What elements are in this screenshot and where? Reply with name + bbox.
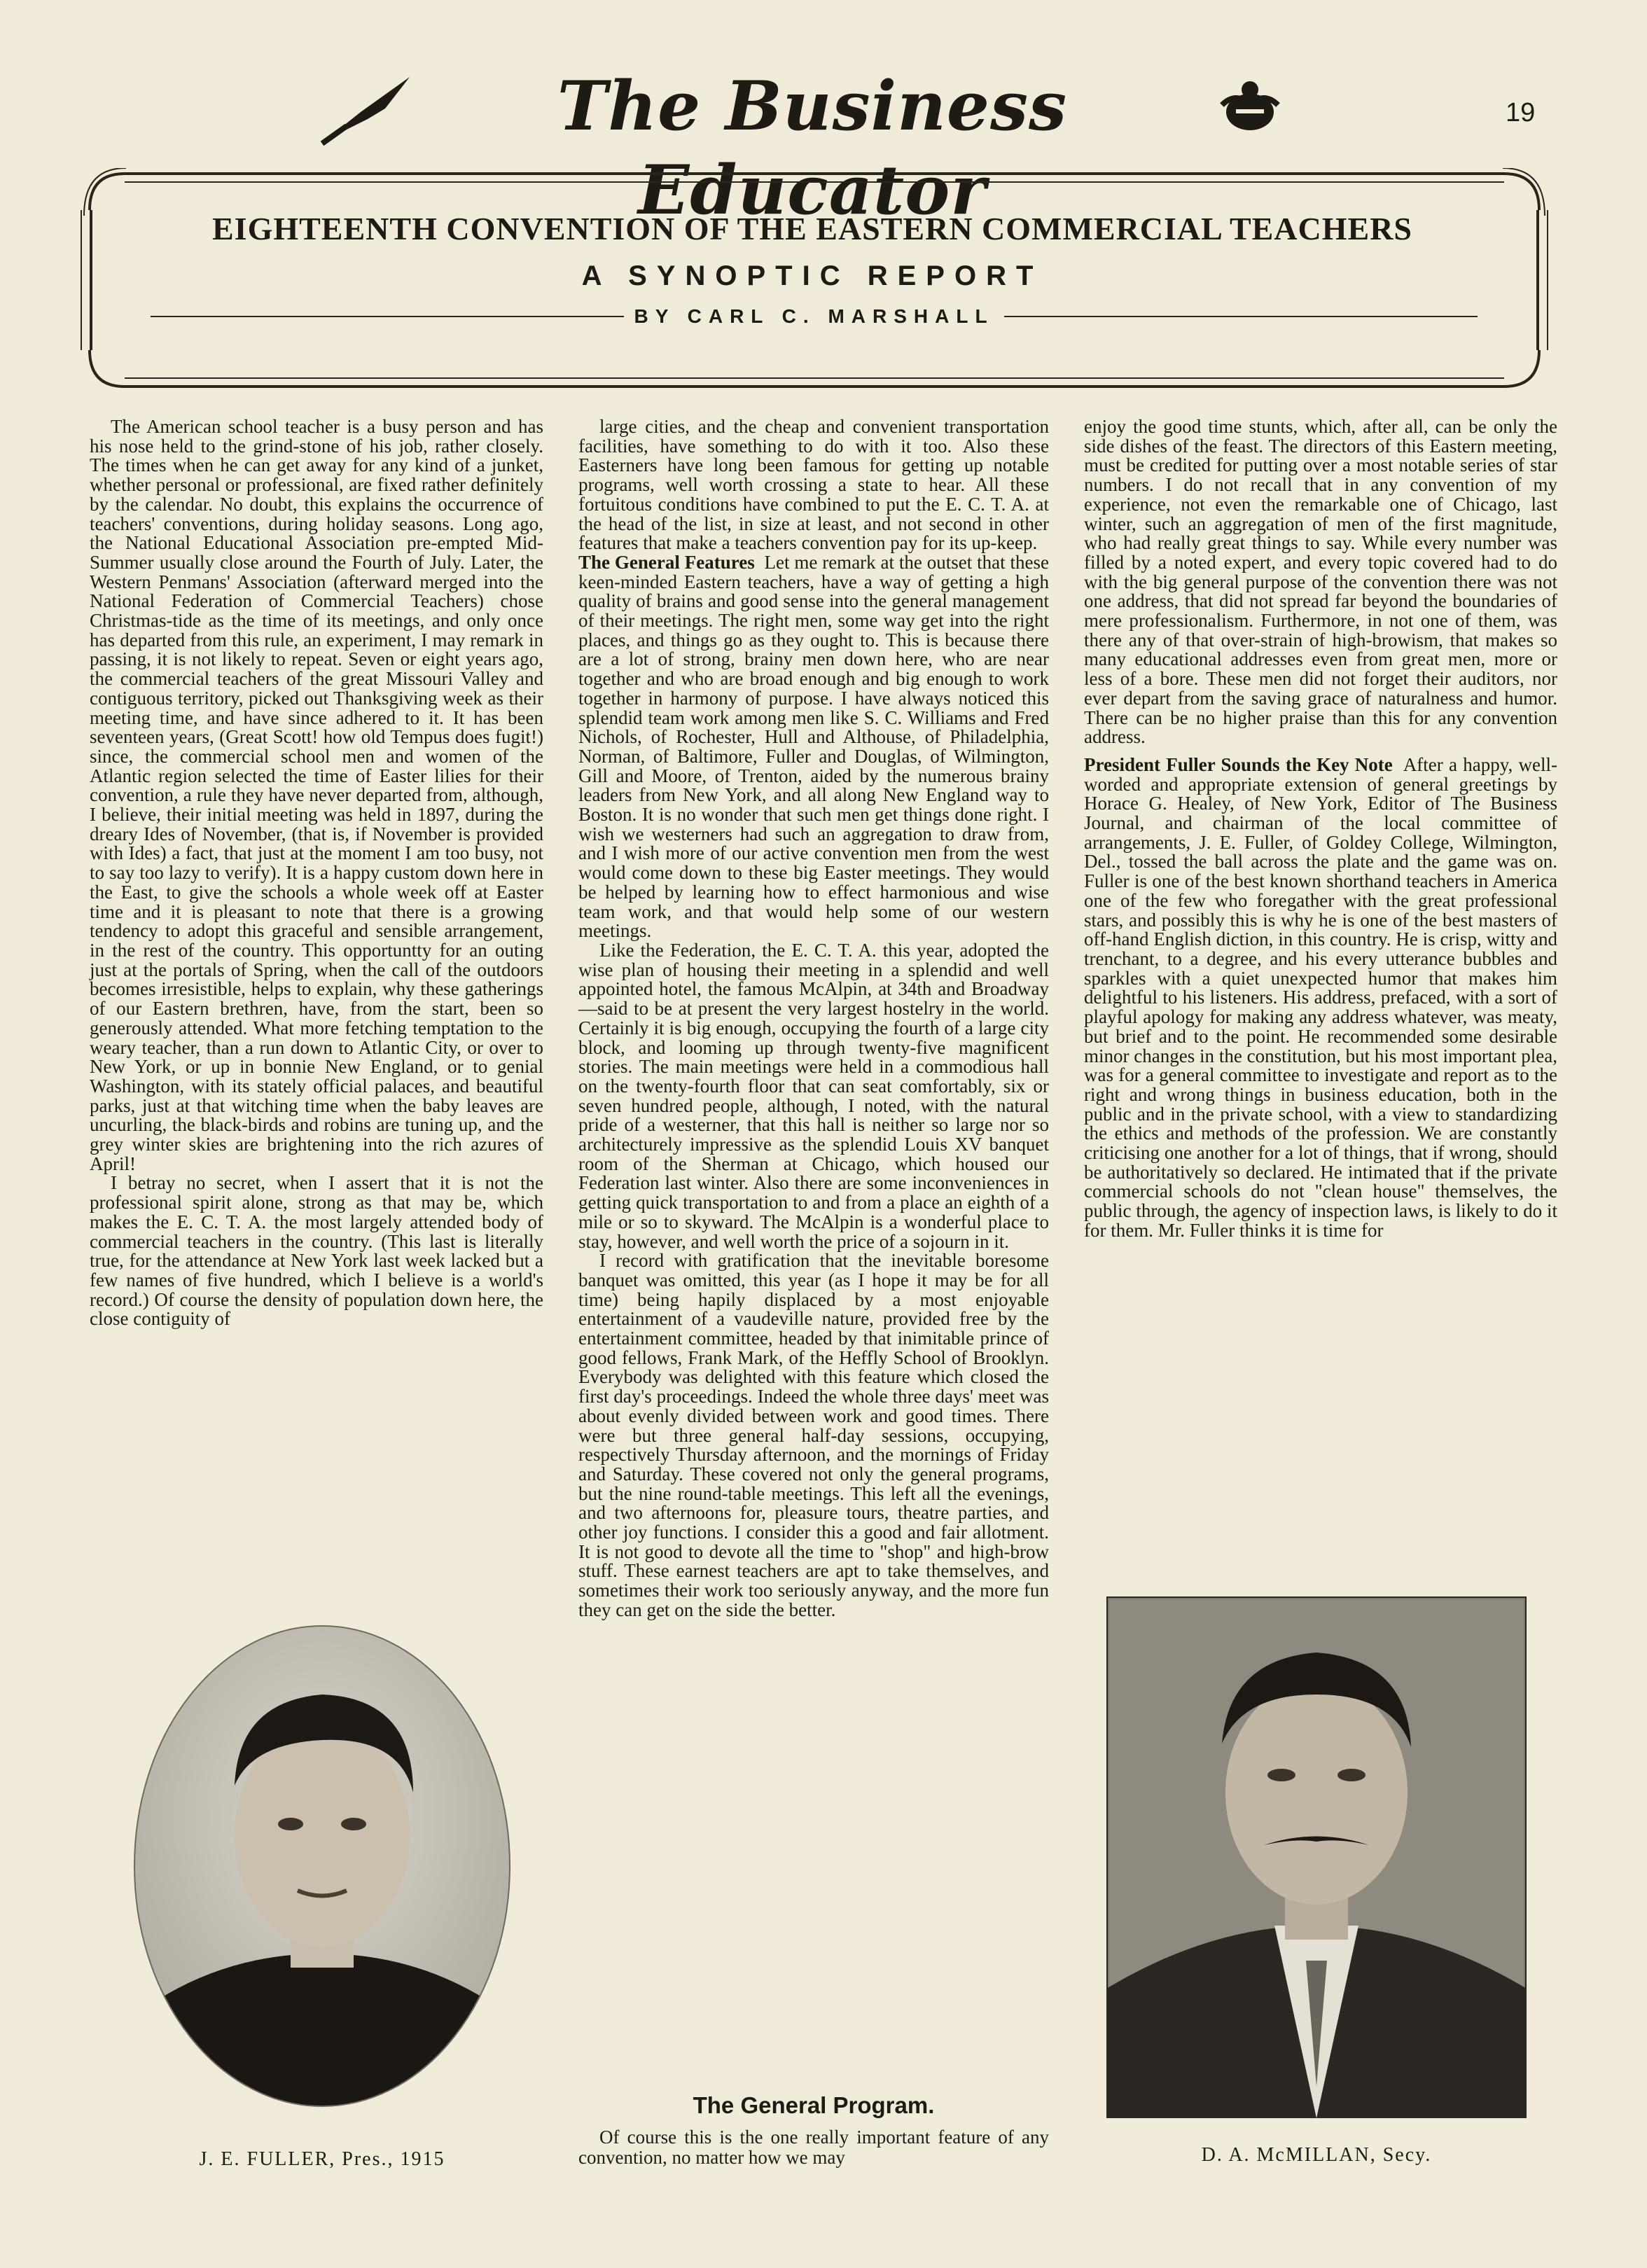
portrait-mcmillan — [1106, 1596, 1527, 2118]
masthead-title: The Business Educator — [557, 67, 1068, 230]
photo-caption-fuller: J. E. FULLER, Pres., 1915 — [199, 2148, 445, 2170]
paragraph: Of course this is the one really important feature of any convention, no matter how we may — [578, 2127, 1049, 2168]
paragraph-text: Let me remark at the outset that these keen-minded Eastern teachers, have a way of getting a high quality of brains and good sense into the general management of their meetings. The right men, some way get into the right places, and things go as they ought to. This is because there are a lot of strong, brainy men down here, who are near together and who are broad enough and big enough to work together in harmony of purpose. I have always noticed this splendid team work among men like S. C. Williams and Fred Nichols, of Rochester, Hull and Althouse, of Philadelphia, Norman, of Baltimore, Fuller and Douglas, of Wilmington, Gill and Moore, of Trenton, aided by the numerous brainy leaders from New York, and all along New England way to Boston. It is no wonder that such men get things done right. I wish we westerners had such an aggregation to draw from, and I wish more of our active convention men from the west would come down to these big Easter meetings. They would be helped by learning how to effect harmonious and wise team work, and that would help some of our western meetings. — [578, 551, 1050, 942]
byline: BY CARL C. MARSHALL — [634, 305, 994, 327]
section-heading: The General Program. — [693, 2092, 935, 2118]
paragraph: I betray no secret, when I assert that it is not the professional spirit alone, strong as that may be, which makes the E. C. T. A. the most largely attended body of commercial teachers in the country. (This last is literally true, for the attendance at New York last week lacked but a few names of five hundred, which I believe is a world's record.) Of course the density of population down here, the close contiguity of — [90, 1172, 543, 1330]
byline-rule-right — [1004, 316, 1478, 317]
sidehead-general-features: The General Features — [578, 551, 755, 573]
paragraph — [1084, 753, 1557, 1241]
paragraph: large cities, and the cheap and convenient transportation facilities, have something to do with it too. Also these Easterners have long been famous for getting up notable programs, well worth crossing a state to hear. All these fortuitous conditions have combined to put the E. C. T. A. at the head of the list, in size at least, and not second in other features that make a teachers convention pay for its up-keep. — [578, 416, 1049, 554]
eagle-emblem-icon — [1215, 77, 1285, 140]
page-number: 19 — [1506, 98, 1536, 127]
byline-rule-left — [151, 316, 624, 317]
article-column-2 — [578, 417, 1049, 1620]
paragraph: The American school teacher is a busy person and has his nose held to the grind-stone of his job, rather closely. The times when he can get away for any kind of a junket, whether personal or professional, are fixed rather definitely by the calendar. No doubt, this explains the occurrence of teachers' conventions, during holiday seasons. Long ago, the National Educational Association pre-empted Mid-Summer usually close around the Fourth of July. Later, the Western Penmans' Association (afterward merged into the National Federation of Commercial Teachers) chose Christmas-tide as the time of its meetings, and only once has departed from this rule, an experiment, I may remark in passing, it is not likely to repeat. Seven or eight years ago, the commercial teachers of the great Missouri Valley and contiguous territory, picked out Thanksgiving week as their meeting time, and have since adhered to it. It has been seventeen years, (Great Scott! how old Tempus does fugit!) since, the commercial school men and women of the Atlantic region selected the time of Easter lilies for their convention, a rule they have never departed from, although, I believe, their initial meeting was held in 1897, during the dreary Ides of November, (that is, if November is provided with Ides) a fact, that just at the moment I am too busy, not to say too lazy to verify). It is a happy custom down here in the East, to give the schools a whole week off at Easter time and it is pleasant to note that there is a growing tendency to adopt this graceful and sensible arrangement, in the rest of the country. This opportuntty for an outing just at the portals of Spring, when the call of the outdoors becomes irresistible, helps to explain, why these gatherings of our Eastern brethren, have, from the start, been so generously attended. What more fetching temptation to the weary teacher, than a run down to Atlantic City, or over to New York, or up in bonnie New England, or to genial Washington, with its stately official palaces, and beautiful parks, just at that witching time when the baby leaves are uncurling, the black-birds and robins are tuning up, and the grey winter skies are brightening into the rich azures of April! — [90, 416, 543, 1174]
sidehead-president: President Fuller Sounds the Key Note — [1084, 753, 1393, 775]
paragraph: enjoy the good time stunts, which, after all, can be only the side dishes of the feast. The directors of this Eastern meeting, must be credited for putting over a most notable series of star numbers. I do not recall that in any convention of my experience, not even the remarkable one of Chicago, last winter, such an aggregation of men of the first magnitude, who had really great things to say. While every number was filled by a noted expert, and every topic covered had to do with the big general purpose of the convention there was not one address, that did not spread far beyond the boundaries of mere professionalism. Furthermore, in not one of them, was there any of that over-strain of high-browism, that makes so many educational addresses even from great men, more or less of a bore. These men did not forget their auditors, nor ever depart from the saving grace of naturalness and humor. There can be no higher praise than this for any convention address. — [1084, 416, 1557, 748]
quill-pen-icon — [319, 70, 417, 147]
article-column-3 — [1084, 417, 1557, 1241]
paragraph — [578, 553, 1049, 941]
paragraph: Like the Federation, the E. C. T. A. this year, adopted the wise plan of housing their meeting in a splendid and well appointed hotel, the famous McAlpin, at 34th and Broadway—said to be at present the very largest hostelry in the world. Certainly it is big enough, occupying the fourth of a large city block, and looming up through twenty-five magnificent stories. The main meetings were held in a commodious hall on the twenty-fourth floor that can seat comfortably, six or seven hundred people, although, I noted, with the natural pride of a westerner, that this hall is neither so large nor so architecturely impressive as the splendid Louis XV banquet room of the Sherman at Chicago, which housed our Federation last winter. Also there are some inconveniences in getting quick transportation to and from a place an eighth of a mile or so to skyward. The McAlpin is a wonderful place to stay, however, and well worth the price of a sojourn in it. — [578, 939, 1049, 1252]
article-subhead: A SYNOPTIC REPORT — [581, 260, 1043, 291]
article-column-1 — [90, 417, 543, 1329]
byline-row — [151, 302, 1478, 331]
paragraph: I record with gratification that the inevitable boresome banquet was omitted, this year (as I hope it may be for all time) being hapily displaced by a most enjoyable entertainment of a vaudeville nature, provided free by the entertainment committee, headed by that inimitable prince of good fellows, Frank Mark, of the Heffly School of Brooklyn. Everybody was delighted with this feature which closed the first day's proceedings. Indeed the whole three days' meet was about evenly divided between work and good times. There were but three general half-day sessions, occupying, respectively Thursday afternoon, and the mornings of Friday and Saturday. These covered not only the general programs, but the nine round-table meetings. This left all the evenings, and two afternoons for, pleasure tours, theatre parties, and other joy functions. I consider this a good and fair allotment. It is not good to devote all the time to "shop" and high-brow stuff. These earnest teachers are apt to take themselves, and sometimes their work too seriously anyway, and the more fun they can get on the side the better. — [578, 1250, 1049, 1620]
article-headline: EIGHTEENTH CONVENTION OF THE EASTERN COMMERCIAL TEACHERS — [211, 211, 1413, 246]
portrait-fuller — [133, 1625, 511, 2108]
photo-caption-mcmillan: D. A. McMILLAN, Secy. — [1201, 2144, 1432, 2166]
paragraph-text: After a happy, well-worded and appropriate extension of general greetings by Horace G. Healey, of New York, Editor of The Business Journal, and chairman of the local committee of arrangements, J. E. Fuller, of Goldey College, Wilmington, Del., tossed the ball across the plate and the game was on. Fuller is one of the best known shorthand teachers in America one of the few who foregather with the great professional stars, and possibly this is why he is one of the best masters of off-hand English diction, in this country. He is crisp, witty and trenchant, to a degree, and his every utterance bubbles and sparkles with a quiet unexpected humor that makes him delightful to his listeners. His address, prefaced, with a sort of playful apology for making any address whatever, was meaty, but brief and to the point. He recommended some desirable minor changes in the constitution, but his most important plea, was for a general committee to investigate and report as to the right and wrong things in business education, both in the public and in the private school, with a view to standardizing the ethics and methods of the profession. We are constantly criticising one another for a lot of things, that if wrong, should be authoritatively so declared. He intimated that if the private commercial schools do not "clean house" themselves, the public through, the agency of inspection laws, is likely to do it for them. Mr. Fuller thinks it is time for — [1084, 753, 1557, 1241]
